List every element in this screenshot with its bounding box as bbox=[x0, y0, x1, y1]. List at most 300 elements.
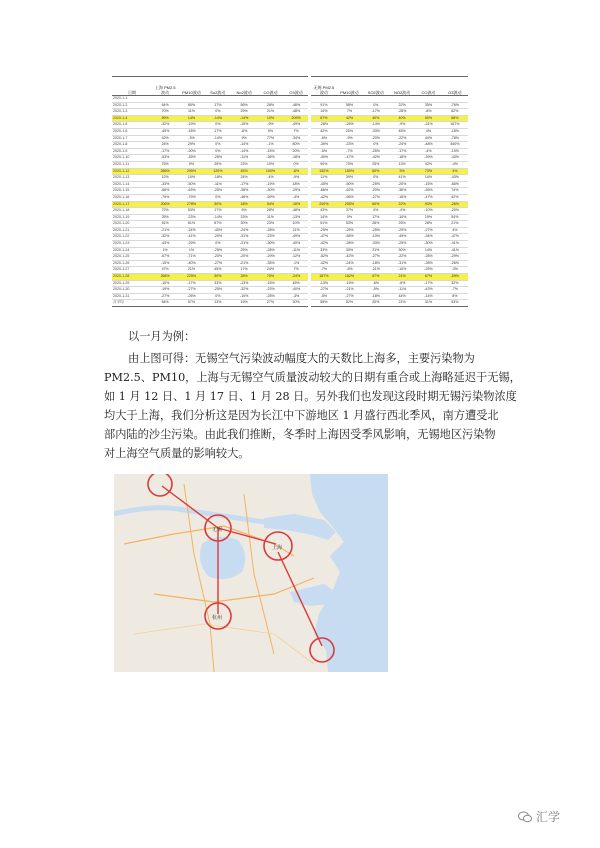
value-cell: 41% bbox=[389, 175, 415, 182]
value-cell: -5% bbox=[363, 287, 389, 294]
value-cell: 32% bbox=[442, 280, 468, 287]
value-cell: -32% bbox=[152, 122, 178, 129]
value-cell: -66% bbox=[442, 181, 468, 188]
value-cell: 17% bbox=[363, 214, 389, 221]
value-cell: 67% bbox=[205, 221, 231, 228]
value-cell: 20% bbox=[284, 148, 310, 155]
value-cell: -25% bbox=[363, 148, 389, 155]
value-cell: 21% bbox=[257, 109, 283, 116]
value-cell: -28% bbox=[310, 122, 336, 129]
value-cell: -25% bbox=[415, 267, 441, 274]
value-cell: -15% bbox=[231, 122, 257, 129]
value-cell: -41% bbox=[178, 234, 204, 241]
value-cell: -32% bbox=[231, 287, 257, 294]
table-row bbox=[112, 241, 468, 248]
value-cell: 61% bbox=[178, 221, 204, 228]
table-header-cell: 无锡 PM2.5波动 bbox=[310, 77, 336, 96]
value-cell: 51% bbox=[310, 221, 336, 228]
value-cell: 11% bbox=[257, 214, 283, 221]
value-cell: -36% bbox=[257, 155, 283, 162]
value-cell bbox=[205, 96, 231, 103]
value-cell bbox=[363, 96, 389, 103]
value-cell: 60% bbox=[363, 201, 389, 208]
value-cell: -28% bbox=[415, 254, 441, 261]
value-cell: -4% bbox=[389, 208, 415, 215]
value-cell: 70% bbox=[152, 109, 178, 116]
value-cell: -49% bbox=[389, 234, 415, 241]
value-cell: 5% bbox=[389, 168, 415, 175]
value-cell: 64% bbox=[152, 102, 178, 109]
value-cell: -33% bbox=[152, 181, 178, 188]
value-cell: -17% bbox=[363, 109, 389, 116]
value-cell: -25% bbox=[205, 247, 231, 254]
value-cell: 14% bbox=[178, 115, 204, 122]
value-cell: 0% bbox=[363, 208, 389, 215]
value-cell: -17% bbox=[152, 148, 178, 155]
value-cell: -18% bbox=[178, 128, 204, 135]
value-cell: -27% bbox=[336, 293, 362, 300]
date-cell: 2020-1-21 bbox=[112, 227, 152, 234]
value-cell: -78% bbox=[442, 135, 468, 142]
value-cell: 45% bbox=[205, 267, 231, 274]
value-cell: -40% bbox=[284, 241, 310, 248]
value-cell: -27% bbox=[363, 194, 389, 201]
date-cell: 2020-1-25 bbox=[112, 254, 152, 261]
value-cell: 28% bbox=[257, 102, 283, 109]
value-cell: -42% bbox=[310, 260, 336, 267]
value-cell: -25% bbox=[336, 227, 362, 234]
value-cell: 39% bbox=[336, 175, 362, 182]
value-cell: 0% bbox=[363, 102, 389, 109]
value-cell: -20% bbox=[205, 234, 231, 241]
value-cell: -10% bbox=[363, 234, 389, 241]
value-cell: 187% bbox=[310, 274, 336, 281]
value-cell: 60% bbox=[363, 168, 389, 175]
table-row bbox=[112, 155, 468, 162]
value-cell: 7% bbox=[284, 128, 310, 135]
value-cell: -39% bbox=[178, 155, 204, 162]
average-cell: 27% bbox=[257, 300, 283, 307]
value-cell: -19% bbox=[336, 280, 362, 287]
table-header-cell: PM10波动 bbox=[336, 77, 362, 96]
value-cell: 11% bbox=[178, 109, 204, 116]
value-cell: -6% bbox=[389, 280, 415, 287]
value-cell: 7% bbox=[336, 109, 362, 116]
value-cell: -10% bbox=[152, 280, 178, 287]
table-row bbox=[112, 161, 468, 168]
table-row bbox=[112, 142, 468, 149]
value-cell: -14% bbox=[231, 142, 257, 149]
value-cell: -59% bbox=[257, 194, 283, 201]
date-cell: 2020-1-5 bbox=[112, 122, 152, 129]
value-cell: -59% bbox=[442, 274, 468, 281]
value-cell: -26% bbox=[178, 293, 204, 300]
value-cell: -22% bbox=[389, 254, 415, 261]
value-cell: -40% bbox=[178, 260, 204, 267]
value-cell: -45% bbox=[152, 128, 178, 135]
value-cell: -62% bbox=[336, 188, 362, 195]
table-row bbox=[112, 221, 468, 228]
value-cell: -58% bbox=[336, 234, 362, 241]
value-cell: -13% bbox=[231, 280, 257, 287]
value-cell: 74% bbox=[442, 188, 468, 195]
table-row bbox=[112, 208, 468, 215]
brand-name: 汇学 bbox=[536, 810, 561, 824]
table-header-cell: NO2波动 bbox=[389, 77, 415, 96]
paragraph-line-6: 对上海空气质量的影响较大。 bbox=[104, 447, 250, 460]
value-cell: -38% bbox=[231, 188, 257, 195]
value-cell: -42% bbox=[336, 254, 362, 261]
date-cell: 2020-1-4 bbox=[112, 115, 152, 122]
value-cell: 50% bbox=[205, 201, 231, 208]
value-cell: 14% bbox=[310, 214, 336, 221]
value-cell: -29% bbox=[442, 254, 468, 261]
value-cell: -39% bbox=[415, 155, 441, 162]
value-cell: -67% bbox=[152, 254, 178, 261]
value-cell: -50% bbox=[178, 181, 204, 188]
value-cell bbox=[257, 96, 283, 103]
value-cell: -9% bbox=[389, 122, 415, 129]
value-cell: 225% bbox=[178, 274, 204, 281]
value-cell: 42% bbox=[152, 135, 178, 142]
value-cell: 200% bbox=[310, 201, 336, 208]
value-cell: -20% bbox=[363, 188, 389, 195]
value-cell: 45% bbox=[231, 168, 257, 175]
value-cell: -17% bbox=[415, 280, 441, 287]
value-cell: -32% bbox=[152, 234, 178, 241]
value-cell: 21% bbox=[178, 267, 204, 274]
value-cell: 0% bbox=[363, 142, 389, 149]
value-cell: 17% bbox=[205, 128, 231, 135]
value-cell: -43% bbox=[442, 155, 468, 162]
city-label-hangzhou: 杭州 bbox=[212, 615, 223, 621]
value-cell: 0% bbox=[284, 161, 310, 168]
date-cell: 2020-1-9 bbox=[112, 148, 152, 155]
table-row bbox=[112, 214, 468, 221]
value-cell: -25% bbox=[310, 227, 336, 234]
table-row bbox=[112, 148, 468, 155]
value-cell: -24% bbox=[336, 260, 362, 267]
average-cell: 13% bbox=[205, 300, 231, 307]
value-cell: 40% bbox=[363, 115, 389, 122]
value-cell: 54% bbox=[442, 214, 468, 221]
average-cell: 31% bbox=[415, 300, 441, 307]
value-cell: 21% bbox=[363, 247, 389, 254]
value-cell: -39% bbox=[310, 142, 336, 149]
value-cell: -23% bbox=[336, 142, 362, 149]
value-cell: -26% bbox=[336, 122, 362, 129]
average-cell: 20% bbox=[363, 300, 389, 307]
value-cell: -23% bbox=[178, 214, 204, 221]
date-cell: 2020-1-22 bbox=[112, 234, 152, 241]
table-row bbox=[112, 194, 468, 201]
value-cell: 1% bbox=[178, 247, 204, 254]
value-cell: -6% bbox=[284, 168, 310, 175]
value-cell: 37% bbox=[336, 208, 362, 215]
value-cell: -8% bbox=[415, 109, 441, 116]
value-cell: -50% bbox=[336, 181, 362, 188]
value-cell: 209% bbox=[284, 115, 310, 122]
value-cell: -10% bbox=[389, 267, 415, 274]
value-cell: -11% bbox=[284, 247, 310, 254]
value-cell: -14% bbox=[205, 135, 231, 142]
date-cell: 2020-1-3 bbox=[112, 109, 152, 116]
value-cell: -16% bbox=[284, 201, 310, 208]
wechat-icon bbox=[518, 811, 532, 826]
table-row bbox=[112, 234, 468, 241]
value-cell: 50% bbox=[205, 274, 231, 281]
value-cell: 29% bbox=[231, 109, 257, 116]
value-cell: -23% bbox=[257, 234, 283, 241]
value-cell: 53% bbox=[336, 221, 362, 228]
value-cell: 28% bbox=[363, 221, 389, 228]
value-cell: 440% bbox=[442, 142, 468, 149]
value-cell: -48% bbox=[284, 109, 310, 116]
average-cell: 19% bbox=[231, 300, 257, 307]
value-cell: -66% bbox=[152, 188, 178, 195]
table-row bbox=[112, 254, 468, 261]
value-cell: -34% bbox=[415, 234, 441, 241]
value-cell: 93% bbox=[415, 201, 441, 208]
paragraph-line-3: 如 1 月 12 日、1 月 17 日、1 月 28 日。另外我们也发现这段时期无锡污染物浓度 bbox=[104, 390, 517, 403]
table-row bbox=[112, 96, 468, 103]
date-cell: 2020-1-14 bbox=[112, 181, 152, 188]
value-cell: 0% bbox=[257, 128, 283, 135]
value-cell bbox=[178, 96, 204, 103]
value-cell: -40% bbox=[310, 155, 336, 162]
value-cell: 72% bbox=[152, 208, 178, 215]
date-cell: 2020-1-2 bbox=[112, 102, 152, 109]
value-cell: -19% bbox=[257, 181, 283, 188]
value-cell: 73% bbox=[415, 168, 441, 175]
table-row bbox=[112, 122, 468, 129]
average-cell: 59% bbox=[310, 300, 336, 307]
value-cell: 75% bbox=[257, 274, 283, 281]
average-cell: 52% bbox=[336, 300, 362, 307]
value-cell: 295% bbox=[178, 168, 204, 175]
value-cell: -11% bbox=[205, 181, 231, 188]
value-cell: -24% bbox=[231, 227, 257, 234]
value-cell: -20% bbox=[178, 148, 204, 155]
value-cell: 90% bbox=[310, 161, 336, 168]
value-cell: 25% bbox=[363, 161, 389, 168]
value-cell: 20% bbox=[336, 128, 362, 135]
value-cell: -20% bbox=[363, 135, 389, 142]
table-row bbox=[112, 188, 468, 195]
table-row bbox=[112, 260, 468, 267]
taihu-lake bbox=[200, 537, 245, 579]
value-cell: 53% bbox=[178, 208, 204, 215]
value-cell: 77% bbox=[257, 135, 283, 142]
table-row bbox=[112, 247, 468, 254]
value-cell: -18% bbox=[205, 175, 231, 182]
value-cell: 18% bbox=[231, 201, 257, 208]
value-cell: 25% bbox=[389, 221, 415, 228]
date-cell: 2020-1-6 bbox=[112, 128, 152, 135]
value-cell: 150% bbox=[336, 168, 362, 175]
table-header-cell: O3波动 bbox=[442, 77, 468, 96]
table-row bbox=[112, 280, 468, 287]
value-cell: -28% bbox=[336, 241, 362, 248]
value-cell: -40% bbox=[205, 227, 231, 234]
value-cell bbox=[415, 96, 441, 103]
table-row bbox=[112, 287, 468, 294]
table-row bbox=[112, 181, 468, 188]
value-cell: -79% bbox=[152, 194, 178, 201]
value-cell: -4% bbox=[442, 161, 468, 168]
value-cell: 42% bbox=[415, 161, 441, 168]
value-cell: 0% bbox=[205, 293, 231, 300]
value-cell: -35% bbox=[257, 260, 283, 267]
value-cell: -31% bbox=[231, 241, 257, 248]
value-cell: -26% bbox=[442, 260, 468, 267]
value-cell: 10% bbox=[284, 221, 310, 228]
value-cell: -22% bbox=[389, 135, 415, 142]
value-cell: -21% bbox=[336, 287, 362, 294]
value-cell: 22% bbox=[389, 201, 415, 208]
value-cell: 120% bbox=[205, 168, 231, 175]
value-cell: -63% bbox=[178, 188, 204, 195]
table-row bbox=[112, 115, 468, 122]
value-cell: -7% bbox=[336, 148, 362, 155]
value-cell: 45% bbox=[284, 280, 310, 287]
value-cell: -11% bbox=[231, 155, 257, 162]
value-cell: 33% bbox=[205, 280, 231, 287]
value-cell: -13% bbox=[284, 214, 310, 221]
value-cell: -40% bbox=[284, 287, 310, 294]
value-cell: 24% bbox=[257, 267, 283, 274]
value-cell: 23% bbox=[257, 221, 283, 228]
value-cell: 22% bbox=[389, 102, 415, 109]
value-cell: -25% bbox=[205, 287, 231, 294]
value-cell: -23% bbox=[257, 287, 283, 294]
value-cell: 11% bbox=[310, 175, 336, 182]
value-cell: -20% bbox=[205, 254, 231, 261]
date-cell: 2020-1-24 bbox=[112, 247, 152, 254]
value-cell: -17% bbox=[231, 181, 257, 188]
value-cell bbox=[152, 96, 178, 103]
value-cell: 12% bbox=[152, 175, 178, 182]
table-header-cell: PM10波动 bbox=[178, 77, 204, 96]
value-cell: -27% bbox=[363, 254, 389, 261]
value-cell: -27% bbox=[310, 287, 336, 294]
value-cell: -41% bbox=[442, 241, 468, 248]
value-cell: 10% bbox=[257, 115, 283, 122]
value-cell: 255% bbox=[336, 201, 362, 208]
value-cell: -7% bbox=[442, 287, 468, 294]
value-cell: 14% bbox=[415, 175, 441, 182]
value-cell: 24% bbox=[152, 142, 178, 149]
value-cell: 18% bbox=[284, 181, 310, 188]
value-cell: 7% bbox=[284, 267, 310, 274]
value-cell: -47% bbox=[415, 194, 441, 201]
table-row bbox=[112, 168, 468, 175]
value-cell: -25% bbox=[363, 181, 389, 188]
value-cell: -12% bbox=[284, 254, 310, 261]
value-cell: 5% bbox=[231, 208, 257, 215]
value-cell: 268% bbox=[152, 274, 178, 281]
value-cell: 21% bbox=[389, 274, 415, 281]
value-cell: 67% bbox=[415, 274, 441, 281]
value-cell: -15% bbox=[257, 280, 283, 287]
value-cell: 80% bbox=[284, 142, 310, 149]
value-cell: -14% bbox=[231, 115, 257, 122]
value-cell: -33% bbox=[363, 128, 389, 135]
value-cell: -3% bbox=[178, 135, 204, 142]
value-cell: -25% bbox=[205, 188, 231, 195]
value-cell: 40% bbox=[389, 115, 415, 122]
value-cell: 42% bbox=[336, 115, 362, 122]
value-cell: 19% bbox=[257, 161, 283, 168]
value-cell: -1% bbox=[284, 260, 310, 267]
value-cell: 42% bbox=[310, 128, 336, 135]
average-cell: 57% bbox=[178, 300, 204, 307]
average-cell: 21% bbox=[389, 300, 415, 307]
value-cell: -7% bbox=[310, 267, 336, 274]
date-cell: 2020-1-29 bbox=[112, 280, 152, 287]
value-cell: 67% bbox=[310, 115, 336, 122]
value-cell: 47% bbox=[152, 267, 178, 274]
value-cell: 57% bbox=[363, 274, 389, 281]
value-cell: 28% bbox=[231, 274, 257, 281]
value-cell: -17% bbox=[178, 280, 204, 287]
value-cell: -55% bbox=[415, 188, 441, 195]
value-cell: 19% bbox=[415, 214, 441, 221]
value-cell: 70% bbox=[336, 161, 362, 168]
value-cell: 13% bbox=[389, 161, 415, 168]
value-cell: -71% bbox=[178, 254, 204, 261]
value-cell: -18% bbox=[363, 293, 389, 300]
value-cell: -53% bbox=[152, 155, 178, 162]
paragraph-line-4: 均大于上海，我们分析这是因为长江中下游地区 1 月盛行西北季风，南方遭受北 bbox=[104, 409, 499, 422]
value-cell: -10% bbox=[231, 293, 257, 300]
value-cell: -5% bbox=[310, 293, 336, 300]
value-cell: -29% bbox=[389, 227, 415, 234]
date-cell: 2020-1-11 bbox=[112, 161, 152, 168]
value-cell: -21% bbox=[363, 267, 389, 274]
table-header-cell: O3波动 bbox=[284, 77, 310, 96]
value-cell: 33% bbox=[310, 247, 336, 254]
value-cell bbox=[284, 96, 310, 103]
value-cell: -16% bbox=[389, 194, 415, 201]
value-cell: -14% bbox=[231, 148, 257, 155]
value-cell: 17% bbox=[205, 208, 231, 215]
value-cell: -6% bbox=[310, 135, 336, 142]
pollution-comparison-table bbox=[112, 76, 468, 316]
table-header-cell: CO波动 bbox=[415, 77, 441, 96]
table-header-cell: SO2波动 bbox=[363, 77, 389, 96]
value-cell: -24% bbox=[284, 274, 310, 281]
value-cell: -14% bbox=[205, 115, 231, 122]
average-cell: 64% bbox=[152, 300, 178, 307]
value-cell: 1% bbox=[152, 247, 178, 254]
value-cell: -47% bbox=[310, 234, 336, 241]
value-cell: -4% bbox=[284, 194, 310, 201]
value-cell: -30% bbox=[257, 241, 283, 248]
value-cell: -13% bbox=[310, 280, 336, 287]
value-cell: -20% bbox=[389, 181, 415, 188]
value-cell: -9% bbox=[336, 135, 362, 142]
date-cell: 2020-1-28 bbox=[112, 274, 152, 281]
value-cell: 8% bbox=[442, 293, 468, 300]
footer-brand bbox=[518, 808, 560, 826]
table-header-cell: CO波动 bbox=[257, 77, 283, 96]
value-cell: 58% bbox=[336, 102, 362, 109]
table-row bbox=[112, 293, 468, 300]
value-cell: 100% bbox=[257, 168, 283, 175]
value-cell: -49% bbox=[284, 122, 310, 129]
value-cell: 23% bbox=[231, 161, 257, 168]
